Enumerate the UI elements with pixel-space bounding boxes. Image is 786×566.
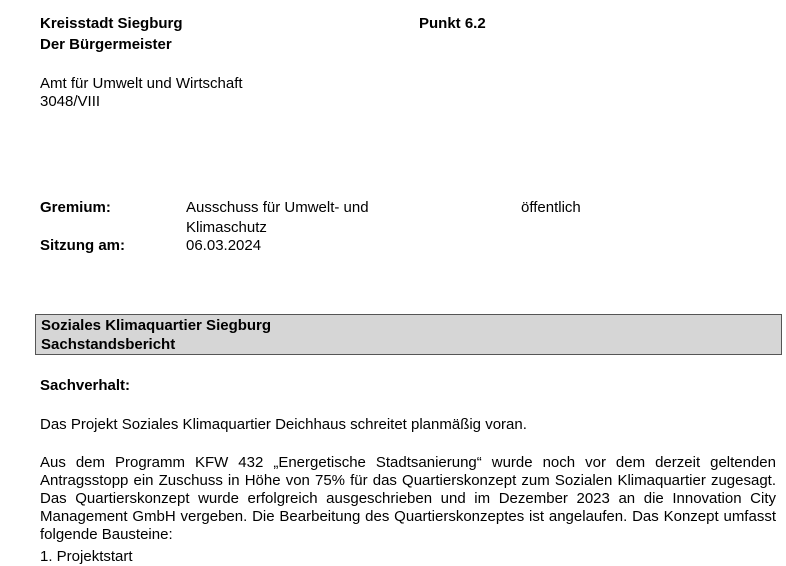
document-reference: 3048/VIII <box>40 93 101 110</box>
subject-title-box <box>35 314 782 355</box>
gremium-value-continued: Klimaschutz <box>186 219 267 236</box>
subject-subtitle: Sachstandsbericht <box>41 336 176 353</box>
org-name: Kreisstadt Siegburg <box>40 15 183 32</box>
gremium-value: Ausschuss für Umwelt- und <box>186 199 369 216</box>
agenda-item-number: Punkt 6.2 <box>419 15 486 32</box>
section-heading: Sachverhalt: <box>40 377 131 394</box>
gremium-label: Gremium: <box>40 199 111 216</box>
visibility-status: öffentlich <box>521 199 581 216</box>
sitzung-label: Sitzung am: <box>40 237 125 254</box>
org-subtitle: Der Bürgermeister <box>40 36 172 53</box>
sitzung-date: 06.03.2024 <box>186 237 262 254</box>
department-name: Amt für Umwelt und Wirtschaft <box>40 75 243 92</box>
paragraph-details: Aus dem Programm KFW 432 „Energetische Stadtsanierung“ wurde noch vor dem derzeit geltenden Antragsstopp ein Zuschuss in Höhe von 75% für das Quartierskonzept zum Sozialen Klimaquartier zugesagt. Das Quartierskonzept wurde erfolgreich ausgeschrieben und im Dezember 2023 an die Innovation City Management GmbH vergeben. Die Bearbeitung des Quartierskonzeptes ist angelaufen. Das Konzept umfasst folgende Bausteine: <box>40 454 776 543</box>
list-item-cut-off: 1. Projektstart <box>40 548 133 565</box>
subject-title: Soziales Klimaquartier Siegburg <box>41 317 272 334</box>
paragraph-intro: Das Projekt Soziales Klimaquartier Deichhaus schreitet planmäßig voran. <box>40 416 527 433</box>
